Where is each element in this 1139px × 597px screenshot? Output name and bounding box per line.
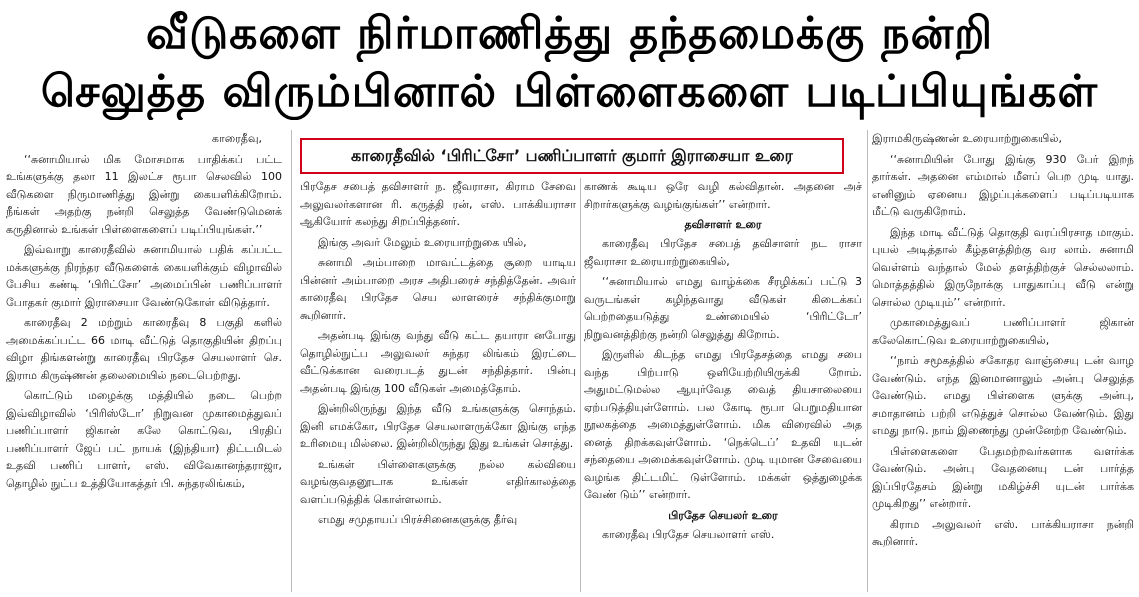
paragraph: ‘‘சுனாமியின் போது இங்கு 930 பேர் இறந் தார்கள். அதனை எம்மால் மீளப் பெற முடி யாது. எனினும் ஏனைய இழப்புக்களைப் படிப்படியாக மீட்டு வருகிறோம். [872,152,1134,218]
paragraph: கிராம அலுவலர் எஸ். பாக்கியராசா நன்றி கூறினார். [872,517,1134,548]
subheadline-box: காரைதீவில் ‘பிரிட்சோ’ பணிப்பாளர் குமார் இராசையா உரை [300,138,844,174]
article-column-1 [6,130,282,592]
paragraph: காரைதீவு பிரதேச சபைத் தவிசாளர் நட ராசா ஜீவராசா உரையாற்றுகையில், [584,237,862,268]
paragraph: முகாமைத்துவப் பணிப்பாளர் ஜிகான் கலேகொட்டுவ உரையாற்றுகையில், [872,316,1134,347]
section-heading: பிரதேச செயலர் உரை [668,508,778,522]
paragraph: ‘‘நாம் சமூகத்தில் சகோதர வாஞ்சையு டன் வாழ வேண்டும். எந்த இனமானாலும் அன்பு செலுத்த வேண்டும். எமது பிள்ளைக ளுக்கு அன்பு, சமாதானம் பற்றி எடுத்துச் சொல்ல வேண்டும். இது எமது நாடு. நாம் இணைந்து முன்னேற்ற வேண்டும். [872,354,1134,437]
paragraph: இருளில் கிடந்த எமது பிரதேசத்தை எமது சபை வந்த பிற்பாடு ஒளியேற்றியிருக்கி றோம். அதுமட்டுமல்ல ஆயுர்வேத வைத் தியசாலையை ஏற்படுத்தியுள்ளோம். பல கோடி ரூபா பெறுமதியான நூலகத்தை அமைத்துள்ளோம். மிக விரைவில் அத னைத் திறக்கவுள்ளோம். ‘நெக்டெப்’ உதவி யுடன் சந்தையை அமைக்கவுள்ளோம். முடி யுமான சேவையை வழங்க திட்டமிட் டுள்ளோம். மக்கள் ஒத்துழைக்க வேண் டும்’’ என்றார். [584,348,862,501]
article-column-3 [584,178,862,592]
paragraph: இராமகிருஷ்ணன் உரையாற்றுகையில், [872,132,1062,145]
headline-line-2: செலுத்த விரும்பினால் பிள்ளைகளை படிப்பியுங்கள் [40,66,1099,117]
paragraph: எமது சமுதாயப் பிரச்சினைகளுக்கு தீர்வு [318,513,518,526]
article-column-4 [872,130,1134,592]
paragraph: இங்கு அவர் மேலும் உரையாற்றுகை யில், [318,235,527,249]
paragraph: இவ்வாறு காரைதீவில் சுனாமியால் பதிக் கப்பட்ட மக்களுக்கு நிரந்தர வீடுகளைக் கையளிக்கும் விழாவில் பேசிய கண்டி ‘பிரிட்சோ’ அமைப்பின் பணிப்பாளர் போதகர் குமார் இராசையா வேண்டுகோள் விடுத்தார். [6,243,282,309]
column-divider [867,130,868,592]
section-heading: தவிசாளர் உரை [684,218,762,231]
paragraph: காணக் கூடிய ஒரே வழி கல்விதான். அதனை அச் சிறார்களுக்கு வழங்குங்கள்’’ என்றார். [584,180,862,211]
paragraph: பிரதேச சபைத் தவிசாளர் ந. ஜீவராசா, கிராம சேவை அலுவலர்களான ரி. கருத்தி ரன், எஸ். பாக்கியராசா ஆகியோர் கலந்து சிறப்பித்தனர். [300,180,576,228]
column-divider [580,178,581,592]
dateline: காரைதீவு, [211,132,262,145]
paragraph: பிள்ளைகளை பேதமற்றவர்களாக வளர்க்க வேண்டும். அன்பு வேதனையு டன் பார்த்த இப்பிரதேசம் இன்று மகிழ்ச்சி யுடன் பார்க்க முடிகிறது’’ என்றார். [872,444,1134,510]
paragraph: உங்கள் பிள்ளைகளுக்கு நல்ல கல்வியை வழங்குவதனூடாக உங்கள் எதிர்காலத்தை வளப்படுத்திக் கொள்ளலாம். [300,457,576,506]
column-divider [291,130,292,592]
paragraph: சுனாமி அம்பாறை மாவட்டத்தை சூறை யாடிய பின்னர் அம்பாறை அரச அதிபரைச் சந்தித்தேன். அவர் காரைதீவு பிரதேச செய லாளரைச் சந்திக்குமாறு கூறினார். [300,256,576,322]
paragraph: ‘‘சுனாமியால் எமது வாழ்க்கை சீரழிக்கப் பட்டு 3 வருடங்கள் கழிந்தவாது வீடுகள் கிடைக்கப் பெற்றதையடுத்து உண்மையில் ‘பிரிட்டோ’ நிறுவனத்திற்கு நன்றி செலுத்து கிறோம். [584,275,862,341]
paragraph: இன்றிலிருந்து இந்த வீடு உங்களுக்கு சொந்தம். இனி எமக்கோ, பிரதேச செயலாளருக்கோ இங்கு எந்த உரிமையு மில்லை. இன்றிலிருந்து இது உங்கள் சொத்து. [300,402,576,450]
headline-line-1: வீடுகளை நிர்மாணித்து தந்தமைக்கு நன்றி [145,8,994,59]
paragraph: அதன்படி இங்கு வந்து வீடு கட்ட தயாரா னபோது தொழில்நுட்ப அலுவலர் சுந்தர லிங்கம் இரட்டை வீட்டுக்கான வரைபடத் துடன் சந்தித்தார். பின்பு அதன்படி இங்கு 100 வீடுகள் அமைத்தோம். [300,329,576,395]
paragraph: இந்த மாடி வீட்டுத் தொகுதி வரப்பிரசாத மாகும். புயல் அடித்தால் கீழ்தளத்திற்கு வர லாம். சுனாமி வெள்ளம் வந்தால் மேல் தளத்திற்குச் செல்லலாம். மொத்தத்தில் இருநோக்கு பாதுகாப்பு வீடு என்று சொல்ல முடியும்’’ என்றார். [872,225,1134,309]
paragraph: ‘‘சுனாமியால் மிக மோசமாக பாதிக்கப் பட்ட உங்களுக்கு தலா 11 இலட்ச ரூபா செலவில் 100 வீடுகளை நிருமாணித்து இன்று கையளிக்கிறோம். நீங்கள் அதற்கு நன்றி செலுத்த வேண்டுமெனக் கருதினால் உங்கள் பிள்ளைகளைப் படிப்பியுங்கள்.’’ [6,152,282,236]
paragraph: காரைதீவு பிரதேச செயலாளர் எஸ். [602,527,775,541]
article-column-2 [300,178,576,592]
paragraph: காரைதீவு 2 மற்றும் காரைதீவு 8 பகுதி களில் அமைக்கப்பட்ட 66 மாடி வீட்டுத் தொகுதியின் திறப்பு விழா திங்களன்று காரைதீவு பிரதேச செயலாளர் செ. இராம கிருஷ்ணன் தலைமையில் நடைபெற்றது. [6,316,282,382]
paragraph: கொட்டும் மழைக்கு மத்தியில் நடை பெற்ற இவ்விழாவில் ‘பிரிஸ்டோ’ நிறுவன முகாமைத்துவப் பணிப்பாளர் ஜிகான் கலே கொட்டுவ, பிரதிப் பணிப்பாளர் ஜேப் பட் நாயக் (இந்தியா) திட்டமிடல் உதவி பணிப் பாளர், எஸ். விவேகானந்தராஜா, தொழில் நுட்ப உத்தியோகத்தர் பி. சுந்தரலிங்கம், [6,389,282,490]
